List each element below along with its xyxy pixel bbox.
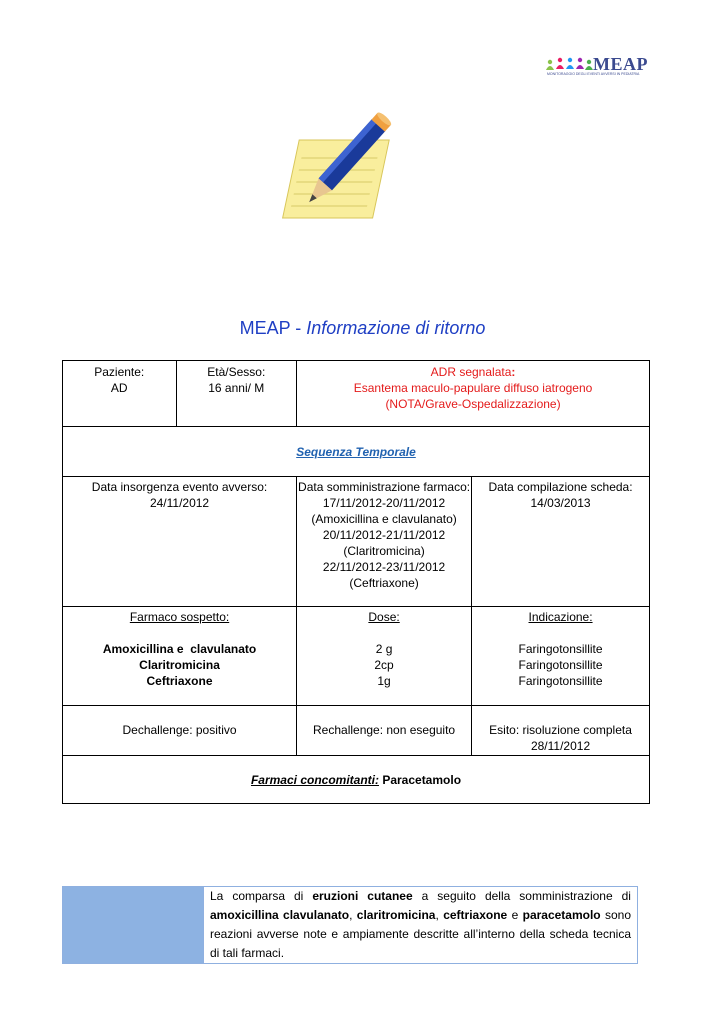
drug-name: Ceftriaxone [146, 674, 213, 688]
esito-line2: 28/11/2012 [530, 739, 591, 753]
admin-line: 22/11/2012-23/11/2012 [322, 560, 446, 574]
note-box [62, 886, 638, 964]
onset-cell [63, 477, 297, 607]
age-sex-label: Età/Sesso: [207, 365, 266, 379]
pencil-notepad-icon [280, 108, 400, 228]
dose-cell [297, 607, 472, 706]
logo-text: MEAP [593, 54, 648, 74]
page-title [0, 318, 725, 339]
people-dots-icon [545, 56, 595, 72]
logo-subtext: MONITORAGGIO DEGLI EVENTI AVVERSI IN PEDIATRIA [547, 72, 640, 76]
dechallenge-text: Dechallenge: positivo [122, 723, 237, 737]
indication-cell [472, 607, 650, 706]
dose-value: 2 g [375, 642, 393, 656]
note-bold-part: amoxicillina clavulanato [210, 908, 350, 922]
patient-cell [63, 361, 177, 427]
sequence-cell [63, 427, 650, 477]
admin-line: (Amoxicillina e clavulanato) [311, 512, 457, 526]
dose-label: Dose: [368, 610, 400, 624]
note-text [204, 887, 638, 964]
compile-cell [472, 477, 650, 607]
compile-value: 14/03/2013 [530, 496, 591, 510]
note-bold-part: eruzioni cutanee [312, 889, 413, 903]
admin-line: 20/11/2012-21/11/2012 [322, 528, 446, 542]
drug-name: Amoxicillina e clavulanato [102, 642, 257, 656]
indication-label: Indicazione: [528, 610, 593, 624]
note-text-part: e [507, 908, 523, 922]
onset-value: 24/11/2012 [149, 496, 210, 510]
note-accent-cell [63, 887, 204, 964]
note-text-part: sono reazioni avverse note e ampiamente descritte all’interno della scheda tecnica di tali farmaci. [210, 908, 635, 960]
concomitant-value: Paracetamolo [378, 773, 462, 787]
dose-value: 2cp [374, 658, 394, 672]
admin-line: (Ceftriaxone) [349, 576, 419, 590]
patient-value: AD [110, 381, 128, 395]
concomitant-cell [63, 756, 650, 804]
rechallenge-cell [297, 706, 472, 756]
admin-line: 17/11/2012-20/11/2012 [322, 496, 446, 510]
adr-line1: Esantema maculo-papulare diffuso iatrogeno [353, 381, 593, 395]
admin-label: Data somministrazione farmaco: [298, 480, 471, 494]
note-text-part: a seguito della somministrazione di [412, 889, 635, 903]
note-bold-part: ceftriaxone [443, 908, 508, 922]
patient-label: Paziente: [94, 365, 145, 379]
dose-value: 1g [377, 674, 391, 688]
note-bold-part: paracetamolo [522, 908, 601, 922]
adr-line2: (NOTA/Grave-Ospedalizzazione) [385, 397, 561, 411]
title-prefix: MEAP - [239, 318, 307, 338]
esito-line1: Esito: risoluzione completa [489, 723, 632, 737]
sequence-row [63, 427, 650, 477]
drug-label: Farmaco sospetto: [129, 610, 230, 624]
note-text-part: , [349, 908, 357, 922]
adr-label-colon: : [511, 365, 516, 379]
indication-value: Faringotonsillite [518, 642, 603, 656]
adr-label: ADR segnalata [430, 365, 512, 379]
note-bold-part: claritromicina [356, 908, 436, 922]
admin-cell [297, 477, 472, 607]
dates-row [63, 477, 650, 607]
adr-label-line [297, 364, 649, 380]
compile-label: Data compilazione scheda: [488, 480, 633, 494]
dechallenge-cell [63, 706, 297, 756]
drugs-row [63, 607, 650, 706]
drug-name: Claritromicina [139, 658, 220, 672]
age-sex-value: 16 anni/ M [208, 381, 265, 395]
sequence-heading: Sequenza Temporale [296, 444, 416, 459]
rechallenge-text: Rechallenge: non eseguito [313, 723, 456, 737]
esito-cell [472, 706, 650, 756]
adr-cell [297, 361, 650, 427]
note-text-part: , [435, 908, 444, 922]
meap-logo [545, 52, 650, 82]
indication-value: Faringotonsillite [518, 658, 603, 672]
admin-line: (Claritromicina) [343, 544, 425, 558]
title-italic: Informazione di ritorno [306, 318, 486, 338]
age-sex-cell [176, 361, 297, 427]
note-text-part: La comparsa di [210, 889, 313, 903]
patient-row [63, 361, 650, 427]
concomitant-row [63, 756, 650, 804]
report-table [62, 360, 650, 804]
drug-cell [63, 607, 297, 706]
concomitant-label: Farmaci concomitanti: [250, 773, 379, 787]
outcome-row [63, 706, 650, 756]
indication-value: Faringotonsillite [518, 674, 603, 688]
onset-label: Data insorgenza evento avverso: [91, 480, 268, 494]
